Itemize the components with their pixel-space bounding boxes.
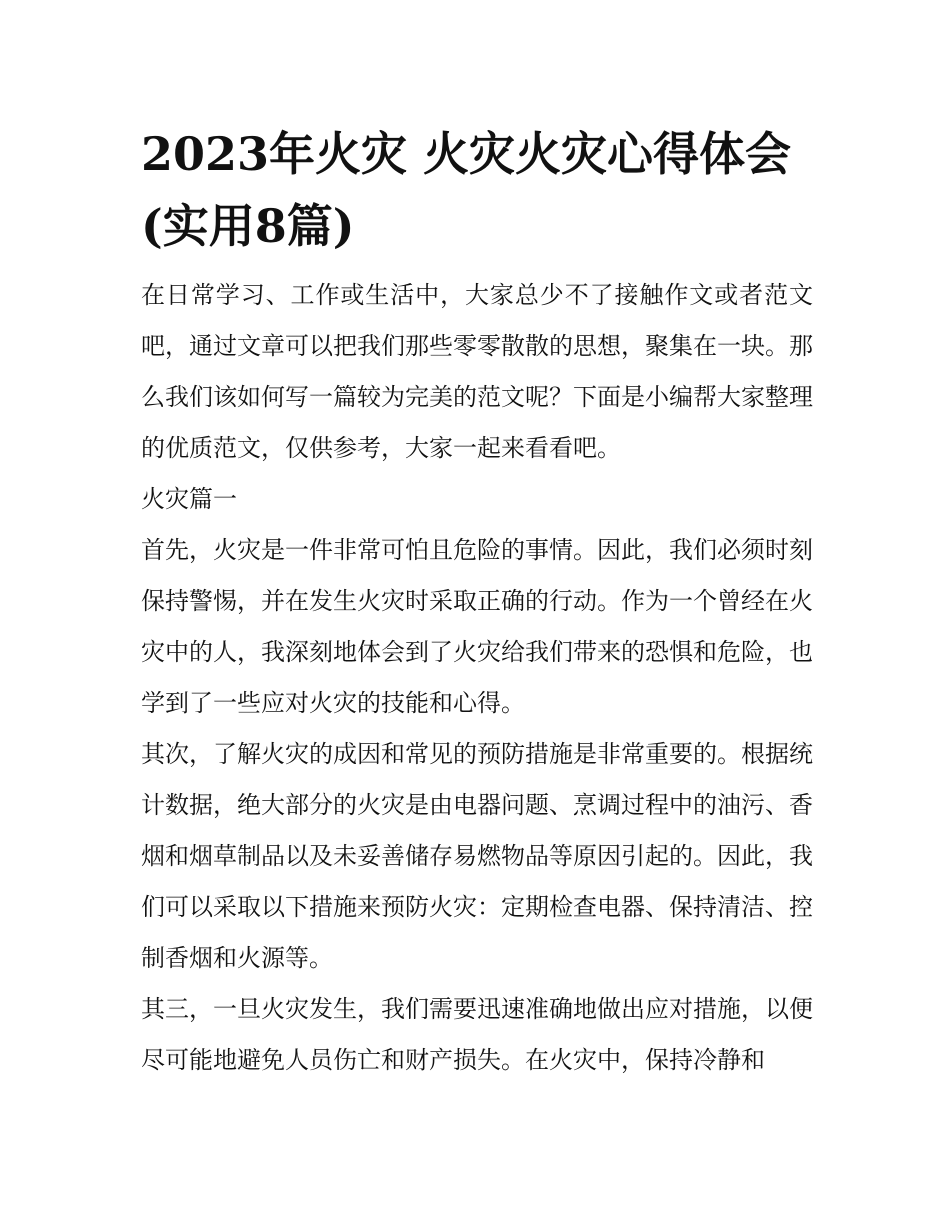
- body-paragraph-1: 首先，火灾是一件非常可怕且危险的事情。因此，我们必须时刻保持警惕，并在发生火灾时采取正确的行动。作为一个曾经在火灾中的人，我深刻地体会到了火灾给我们带来的恐惧和危险，也学到了一些应对火灾的技能和心得。: [141, 536, 813, 717]
- intro-paragraph: 在日常学习、工作或生活中，大家总少不了接触作文或者范文吧，通过文章可以把我们那些零零散散的思想，聚集在一块。那么我们该如何写一篇较为完美的范文呢？下面是小编帮大家整理的优质范文，仅供参考，大家一起来看看吧。: [141, 281, 813, 462]
- body-paragraph-3: 其三，一旦火灾发生，我们需要迅速准确地做出应对措施，以便尽可能地避免人员伤亡和财产损失。在火灾中，保持冷静和: [141, 995, 813, 1074]
- document-body: [141, 118, 813, 1086]
- body-paragraph-2: 其次，了解火灾的成因和常见的预防措施是非常重要的。根据统计数据，绝大部分的火灾是由电器问题、烹调过程中的油污、香烟和烟草制品以及未妥善储存易燃物品等原因引起的。因此，我们可以采取以下措施来预防火灾：定期检查电器、保持清洁、控制香烟和火源等。: [141, 740, 813, 972]
- section-heading: 火灾篇一: [141, 485, 237, 513]
- document-title: 2023年火灾 火灾火灾心得体会(实用8篇): [141, 127, 792, 253]
